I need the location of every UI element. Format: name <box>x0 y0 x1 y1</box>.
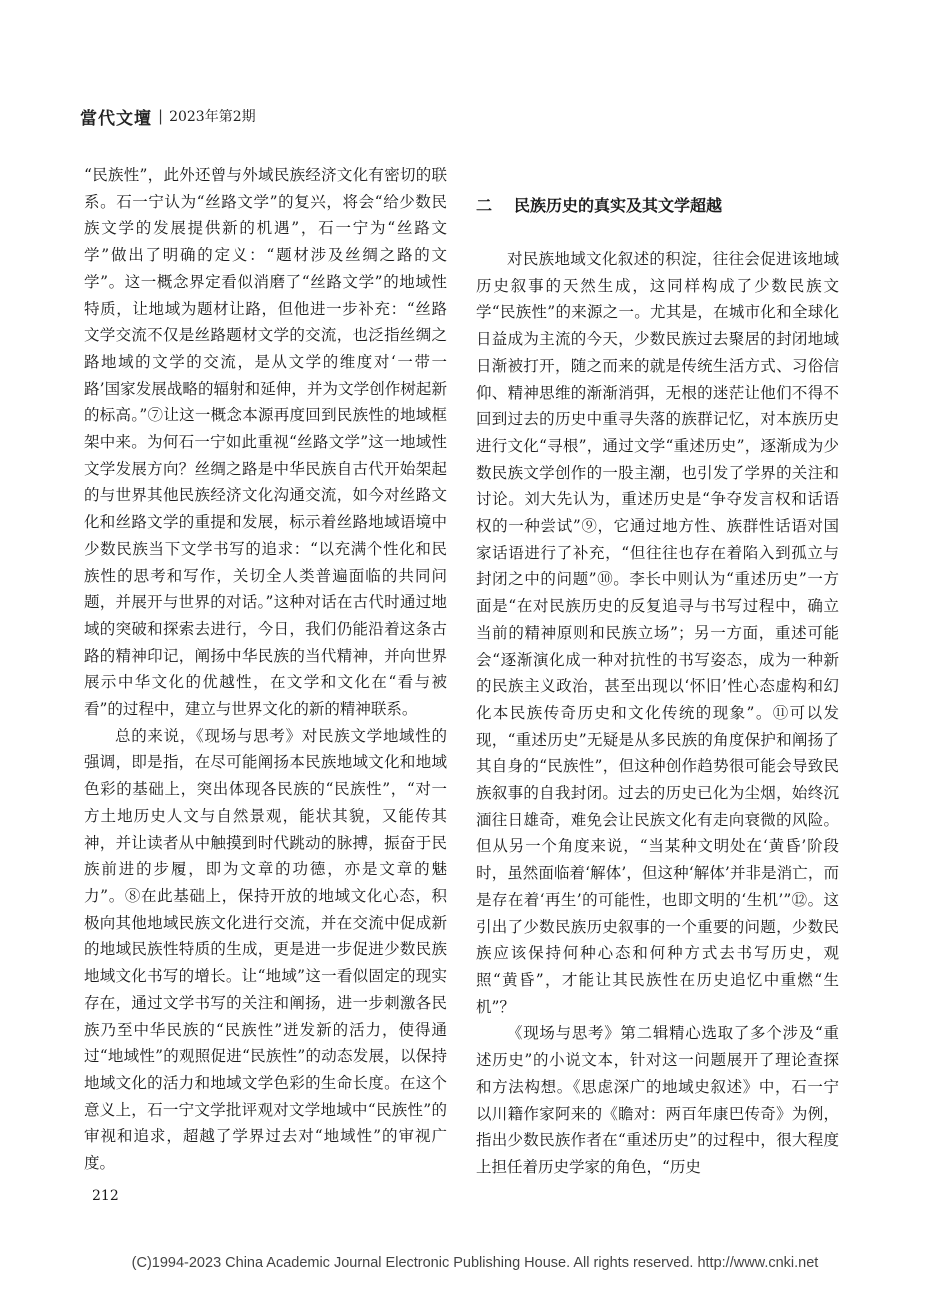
right-column <box>476 246 839 1181</box>
left-paragraph-1: “民族性”，此外还曾与外域民族经济文化有密切的联系。石一宁认为“丝路文学”的复兴，将会“给少数民族文学的发展提供新的机遇”，石一宁为“丝路文学”做出了明确的定义：“题材涉及丝绸之路的文学”。这一概念界定看似消磨了“丝路文学”的地域性特质，让地域为题材让路，但他进一步补充：“丝路文学交流不仅是丝路题材文学的交流，也泛指丝绸之路地域的文学的交流，是从文学的维度对‘一带一路’国家发展战略的辐射和延伸，并为文学创作树起新的标高。”⑦让这一概念本源再度回到民族性的地域框架中来。为何石一宁如此重视“丝路文学”这一地域性文学发展方向？丝绸之路是中华民族自古代开始架起的与世界其他民族经济文化沟通交流，如今对丝路文化和丝路文学的重提和发展，标示着丝路地域语境中少数民族当下文学书写的追求：“以充满个性化和民族性的思考和写作，关切全人类普遍面临的共同问题，并展开与世界的对话。”这种对话在古代时通过地域的突破和探索去进行，今日，我们仍能沿着这条古路的精神印记，阐扬中华民族的当代精神，并向世界展示中华文化的优越性，在文学和文化在“看与被看”的过程中，建立与世界文化的新的精神联系。 <box>84 166 447 719</box>
right-paragraph-2: 《现场与思考》第二辑精心选取了多个涉及“重述历史”的小说文本，针对这一问题展开了理论查探和方法构想。《思虑深广的地域史叙述》中，石一宁以川籍作家阿来的《瞻对：两百年康巴传奇》为例，指出少数民族作者在“重述历史”的过程中，很大程度上担任着历史学家的角色，“历史 <box>476 1024 839 1176</box>
page-number: 212 <box>92 1188 119 1204</box>
section-title: 民族历史的真实及其文学超越 <box>514 196 723 215</box>
issue-label: 2023年第2期 <box>169 109 256 125</box>
left-column <box>84 162 447 1177</box>
left-paragraph-2: 总的来说，《现场与思考》对民族文学地域性的强调，即是指，在尽可能阐扬本民族地域文化和地域色彩的基础上，突出体现各民族的“民族性”，“对一方土地历史人文与自然景观，能状其貌，又能传其神，并让读者从中触摸到时代跳动的脉搏，振奋于民族前进的步履，即为文章的功德，亦是文章的魅力”。⑧在此基础上，保持开放的地域文化心态，积极向其他地域民族文化进行交流，并在交流中促成新的地域民族性特质的生成，更是进一步促进少数民族地域文化书写的增长。让“地域”这一看似固定的现实存在，通过文学书写的关注和阐扬，进一步刺激各民族乃至中华民族的“民族性”迸发新的活力，使得通过“地域性”的观照促进“民族性”的动态发展，以保持地域文化的活力和地域文学色彩的生命长度。在这个意义上，石一宁文学批评观对文学地域中“民族性”的审视和追求，超越了学界过去对“地域性”的审视广度。 <box>84 726 447 1173</box>
header-separator: | <box>158 107 164 125</box>
journal-logo: 當代文壇 <box>80 108 152 129</box>
right-paragraph-1: 对民族地域文化叙述的积淀，往往会促进该地域历史叙事的天然生成，这同样构成了少数民族文学“民族性”的来源之一。尤其是，在城市化和全球化日益成为主流的今天，少数民族过去聚居的封闭地域日渐被打开，随之而来的就是传统生活方式、习俗信仰、精神思维的渐渐消弭，无根的迷茫让他们不得不回到过去的历史中重寻失落的族群记忆，对本族历史进行文化“寻根”，通过文学“重述历史”，逐渐成为少数民族文学创作的一股主潮，也引发了学界的关注和讨论。刘大先认为，重述历史是“争夺发言权和话语权的一种尝试”⑨，它通过地方性、族群性话语对国家话语进行了补充，“但往往也存在着陷入到孤立与封闭之中的问题”⑩。李长中则认为“重述历史”一方面是“在对民族历史的反复追寻与书写过程中，确立当前的精神原则和民族立场”；另一方面，重述可能会“逐渐演化成一种对抗性的书写姿态，成为一种新的民族主义政治，甚至出现以‘怀旧’性心态虚构和幻化本民族传奇历史和文化传统的现象”。⑪可以发现，“重述历史”无疑是从多民族的角度保护和阐扬了其自身的“民族性”，但这种创作趋势很可能会导致民族叙事的自我封闭。过去的历史已化为尘烟，始终沉湎往日雄奇，难免会让民族文化有走向衰微的风险。但从另一个角度来说，“当某种文明处在‘黄昏’阶段时，虽然面临着‘解体’，但这种‘解体’并非是消亡，而是存在着‘再生’的可能性，也即文明的‘生机’”⑫。这引出了少数民族历史叙事的一个重要的问题，少数民族应该保持何种心态和何种方式去书写历史，观照“黄昏”，才能让其民族性在历史追忆中重燃“生机”？ <box>476 250 839 1016</box>
section-heading <box>476 193 839 216</box>
section-number: 二 <box>476 196 493 215</box>
journal-header <box>80 104 256 128</box>
copyright-footer: (C)1994-2023 China Academic Journal Electronic Publishing House. All rights reserved. http://www.cnki.net <box>131 1255 819 1271</box>
